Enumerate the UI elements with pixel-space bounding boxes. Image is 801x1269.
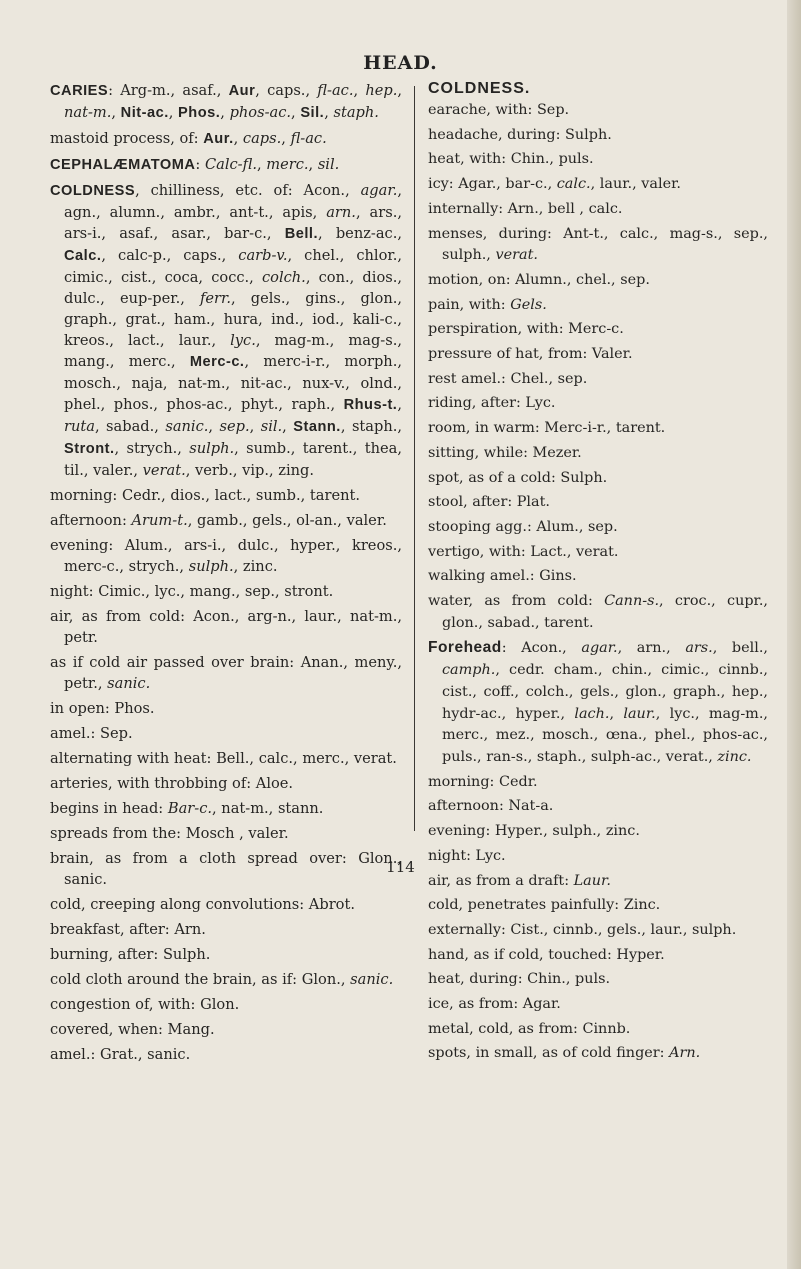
entry-text: hand, as if cold, touched: Hyper. <box>428 946 665 963</box>
entry <box>50 606 402 648</box>
column-divider <box>414 86 415 831</box>
entry-text: , <box>249 418 261 435</box>
entry-text: riding, after: Lyc. <box>428 395 556 412</box>
entry-text: merc. <box>266 156 309 173</box>
section-title: COLDNESS. <box>428 80 531 97</box>
entry <box>428 174 768 196</box>
entry-text: , <box>308 156 318 173</box>
entry-text: heat, with: Chin., puls. <box>428 151 594 168</box>
entry-text: , <box>609 705 624 722</box>
entry-text: Aur. <box>203 131 234 147</box>
entry-text: , <box>220 104 230 121</box>
entry-text: air, as from a draft: <box>428 872 574 889</box>
entry-text: Arn. <box>669 1045 701 1062</box>
entry <box>428 270 768 292</box>
entry-text: , bell., <box>712 640 769 657</box>
entry <box>428 945 768 967</box>
entry-text: Merc-c. <box>189 354 245 370</box>
entry-text: room, in warm: Merc-i-r., tarent. <box>428 420 666 437</box>
entry-text: , sumb., tarent., thea, til., valer., <box>64 440 402 479</box>
entry-text: afternoon: <box>50 512 132 529</box>
entry-text: heat, during: Chin., puls. <box>428 971 611 988</box>
entry <box>428 492 768 514</box>
entry <box>50 773 402 794</box>
entry <box>428 1043 768 1065</box>
entry-text: , staph., <box>340 418 403 435</box>
entry <box>50 969 402 990</box>
entry-text: sep. <box>219 418 250 435</box>
entry-text: Forehead <box>428 639 502 657</box>
entry <box>428 517 768 539</box>
entry-text: lach. <box>574 705 610 722</box>
entry-text: Phos. <box>178 105 221 121</box>
entry-text: ferr. <box>199 290 232 307</box>
entry-text: , strych., <box>114 440 190 457</box>
entry-text: amel.: Grat., sanic. <box>50 1046 191 1063</box>
entry-text: , chel., chlor., cimic., cist., coca, cocc., <box>64 247 403 286</box>
entry <box>428 149 768 171</box>
entry-text: spot, as of a cold: Sulph. <box>428 469 608 486</box>
entry-text: , <box>291 104 301 121</box>
entry-text: sulph. <box>188 558 234 575</box>
entry <box>50 535 402 577</box>
entry-text: Calc-fl. <box>204 156 257 173</box>
entry <box>428 443 768 465</box>
entry-text: air, as from cold: Acon., arg-n., laur., nat-m., petr. <box>50 608 402 646</box>
entry <box>428 542 768 564</box>
entry-text: headache, during: Sulph. <box>428 126 612 143</box>
entry-text: , <box>397 82 402 99</box>
entry-text: Calc. <box>64 248 102 264</box>
entry-text: laur. <box>623 705 656 722</box>
entry <box>50 798 402 819</box>
entry-text: amel.: Sep. <box>50 725 133 742</box>
entry <box>428 295 768 317</box>
entry-text: , benz-ac., <box>318 225 402 242</box>
entry <box>428 393 768 415</box>
entry <box>428 1019 768 1041</box>
entry-text: Gels. <box>510 296 547 313</box>
entry <box>50 944 402 965</box>
entry <box>428 969 768 991</box>
entry-text: ice, as from: Agar. <box>428 996 561 1013</box>
entry-text: sil. <box>317 156 340 173</box>
entry-text: , con., dios., dulc., eup-per., <box>64 269 402 307</box>
entry-text: CEPHALÆMATOMA <box>50 157 196 173</box>
entry-text: perspiration, with: Merc-c. <box>428 321 624 338</box>
entry <box>50 748 402 769</box>
entry-text: internally: Arn., bell , calc. <box>428 200 623 217</box>
entry-text: camph. <box>442 662 496 679</box>
entry-text: morning: Cedr., dios., lact., sumb., tarent. <box>50 487 360 504</box>
entry-text: cold cloth around the brain, as if: Glon., <box>50 971 351 988</box>
entry-text: Nit-ac. <box>120 105 169 121</box>
entry-text: externally: Cist., cinnb., gels., laur., sulph. <box>428 921 737 938</box>
entry-text: cold, penetrates painfully: Zinc. <box>428 897 661 914</box>
entry-text: sanic. <box>350 971 394 988</box>
entry <box>428 796 768 818</box>
entry-text: caps. <box>242 130 282 147</box>
entry-text: Laur. <box>573 872 611 889</box>
entry <box>428 319 768 341</box>
entry-text: CARIES <box>50 83 109 99</box>
entry <box>50 80 402 124</box>
entry-text: covered, when: Mang. <box>50 1021 215 1038</box>
entry <box>428 566 768 588</box>
left-column <box>50 80 402 1069</box>
entry-text: carb-v. <box>238 247 288 264</box>
entry <box>428 125 768 147</box>
entry-text: evening: Alum., ars-i., dulc., hyper., kreos., merc-c., strych., <box>50 537 402 575</box>
entry-text: , gels., gins., glon., graph., grat., ham., hura, ind., iod., kali-c., kreos., lact., laur., <box>64 290 402 349</box>
entry <box>50 581 402 602</box>
entry-text: Bar-c. <box>167 800 213 817</box>
entry <box>428 468 768 490</box>
entry-text: staph. <box>333 104 379 121</box>
entry-text: fl-ac. <box>317 82 354 99</box>
entry-text: as if cold air passed over brain: Anan., meny., petr., <box>50 654 402 692</box>
entry-text: COLDNESS <box>50 183 136 199</box>
entry <box>428 224 768 267</box>
entry-text: sanic. <box>107 675 151 692</box>
entry-text: in open: Phos. <box>50 700 155 717</box>
entry-text: , sabad., <box>94 418 166 435</box>
entry-text: arteries, with throbbing of: Aloe. <box>50 775 294 792</box>
entry <box>428 100 768 122</box>
entry-text: rest amel.: Chel., sep. <box>428 370 588 387</box>
entry-text: menses, during: Ant-t., calc., mag-s., sep., sulph., <box>428 225 768 264</box>
running-header: HEAD. <box>363 52 438 74</box>
entry <box>50 1019 402 1040</box>
entry-text: sitting, while: Mezer. <box>428 444 582 461</box>
entry-text: hep. <box>365 82 398 99</box>
entry <box>50 723 402 744</box>
entry <box>50 180 402 481</box>
entry <box>428 637 768 768</box>
entry-text: phos-ac. <box>229 104 292 121</box>
entry-text: sil. <box>260 418 283 435</box>
page-number: 114 <box>386 858 415 876</box>
entry-text: Arum-t. <box>131 512 188 529</box>
entry <box>428 591 768 634</box>
entry-text: , croc., cupr., glon., sabad., tarent. <box>442 593 768 631</box>
entry-text: : Acon., <box>501 640 582 657</box>
entry-text: , <box>281 130 291 147</box>
entry-text: congestion of, with: Glon. <box>50 996 240 1013</box>
entry <box>50 652 402 694</box>
right-column <box>428 80 768 1068</box>
entry-text: afternoon: Nat-a. <box>428 798 554 815</box>
entry-text: , <box>256 156 267 173</box>
entry-text: colch. <box>261 269 306 286</box>
entry <box>428 994 768 1016</box>
entry-text: , <box>168 104 179 121</box>
entry-text: fl-ac. <box>290 130 327 147</box>
entry-text: , <box>282 418 294 435</box>
entry <box>428 344 768 366</box>
entry-text: sanic. <box>165 418 209 435</box>
entry-text: verat. <box>495 247 538 264</box>
entry <box>50 510 402 531</box>
entry-text: , agn., alumn., ambr., ant-t., apis, <box>64 182 402 221</box>
entry-text: vertigo, with: Lact., verat. <box>428 543 619 560</box>
entry-text: sulph. <box>189 440 235 457</box>
entry <box>428 199 768 221</box>
entry-text: mastoid process, of: <box>50 130 204 147</box>
entry <box>50 994 402 1015</box>
entry-text: burning, after: Sulph. <box>50 946 211 963</box>
entry-text: Stann. <box>293 419 341 435</box>
entry-text: pain, with: <box>428 296 511 313</box>
entry-text: arn. <box>326 204 356 221</box>
entry <box>428 821 768 843</box>
entry <box>50 698 402 719</box>
entry-text: , chilliness, etc. of: Acon., <box>135 182 361 199</box>
entry-text: lyc. <box>230 332 256 349</box>
entry-text: , verb., vip., zing. <box>185 462 315 479</box>
entry-text: , <box>397 396 402 413</box>
entry-text: , <box>111 104 121 121</box>
right-entries <box>428 100 768 1065</box>
entry-text: : Arg-m., asaf., <box>108 82 229 99</box>
entry-text: night: Lyc. <box>428 847 506 864</box>
entry-text: Rhus-t. <box>343 397 398 413</box>
entry-text: alternating with heat: Bell., calc., merc., verat. <box>50 750 397 767</box>
entry <box>50 894 402 915</box>
entry-text: cold, creeping along convolutions: Abrot. <box>50 896 355 913</box>
entry-text: Stront. <box>64 441 115 457</box>
entry-text: calc. <box>556 176 591 193</box>
entry <box>50 823 402 844</box>
entry-text: , merc-i-r., morph., mosch., naja, nat-m., nit-ac., nux-v., olnd., phel., phos., phos-ac., phyt., raph., <box>64 353 402 413</box>
entry-text: evening: Hyper., sulph., zinc. <box>428 823 640 840</box>
entry-text: , calc-p., caps., <box>101 247 239 264</box>
entry-text: , zinc. <box>233 558 278 575</box>
entry-text: , <box>324 104 334 121</box>
entry-text: , ars., ars-i., asaf., asar., bar-c., <box>64 204 402 242</box>
entry-text: spreads from the: Mosch , valer. <box>50 825 289 842</box>
entry-text: water, as from cold: <box>428 593 605 610</box>
entry-text: , arn., <box>617 640 686 657</box>
entry-text: Bell. <box>284 226 319 242</box>
entry <box>50 1044 402 1065</box>
entry <box>428 418 768 440</box>
entry-text: , nat-m., stann. <box>212 800 324 817</box>
entry-text: begins in head: <box>50 800 168 817</box>
entry-text: Cann-s. <box>604 593 660 610</box>
entry-text: walking amel.: Gins. <box>428 568 577 585</box>
entry-text: , caps., <box>255 82 318 99</box>
entry-text: spots, in small, as of cold finger: <box>428 1045 670 1062</box>
entry-text: : <box>195 156 205 173</box>
entry-text: Sil. <box>300 105 325 121</box>
entry <box>428 772 768 794</box>
entry-text: agar. <box>360 182 398 199</box>
entry-text: , cedr. cham., chin., cimic., cinnb., cist., coff., colch., gels., glon., graph., hep., hydr-ac., hyper., <box>442 662 768 722</box>
entry <box>428 920 768 942</box>
entry-text: , laur., valer. <box>590 176 681 193</box>
entry-text: morning: Cedr. <box>428 773 538 790</box>
entry-text: agar. <box>581 640 618 657</box>
entry-text: , gamb., gels., ol-an., valer. <box>187 512 387 529</box>
entry-text: zinc. <box>717 748 752 765</box>
entry <box>50 485 402 506</box>
entry <box>50 154 402 176</box>
entry-text: , <box>353 82 366 99</box>
entry <box>50 128 402 150</box>
entry <box>428 369 768 391</box>
entry-text: stool, after: Plat. <box>428 494 550 511</box>
entry <box>428 895 768 917</box>
entry-text: stooping agg.: Alum., sep. <box>428 518 618 535</box>
entry-text: , <box>233 130 243 147</box>
entry-text: , <box>208 418 220 435</box>
entry-text: , mag-m., mag-s., mang., merc., <box>64 332 402 370</box>
entry-text: , lyc., mag-m., merc., mez., mosch., œna., phel., phos-ac., puls., ran-s., staph., sulph-ac., verat., <box>442 705 768 765</box>
entry-text: nat-m. <box>64 104 112 121</box>
entry-text: pressure of hat, from: Valer. <box>428 346 633 363</box>
entry-text: breakfast, after: Arn. <box>50 921 206 938</box>
entry-text: brain, as from a cloth spread over: Glon., sanic. <box>50 850 402 888</box>
entry-text: earache, with: Sep. <box>428 102 570 118</box>
entry-text: motion, on: Alumn., chel., sep. <box>428 271 650 288</box>
entry-text: ars. <box>685 640 713 657</box>
entry <box>50 919 402 940</box>
entry-text: night: Cimic., lyc., mang., sep., stront. <box>50 583 334 600</box>
entry-text: ruta <box>64 418 95 435</box>
entry-text: metal, cold, as from: Cinnb. <box>428 1020 631 1037</box>
entry-text: icy: Agar., bar-c., <box>428 176 557 193</box>
entry-text: verat. <box>142 462 186 479</box>
entry-text: Aur <box>228 83 256 99</box>
page-edge <box>787 0 801 1269</box>
